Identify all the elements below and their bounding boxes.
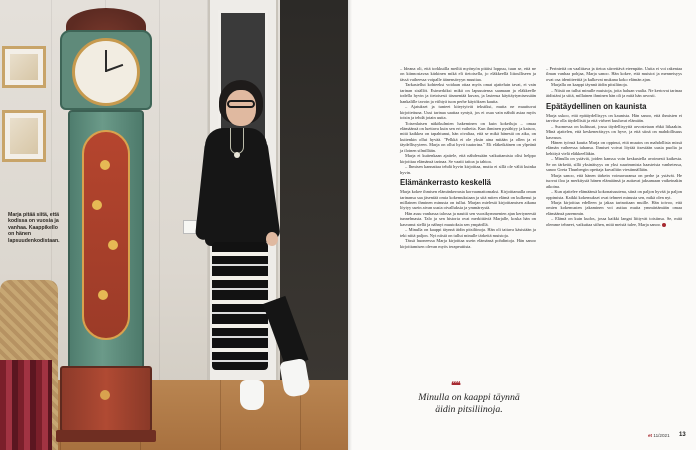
end-mark-icon (662, 223, 666, 227)
body-paragraph: Marja sanoo, että hänen tärkein voimavaransa on perhe ja ystävät. He tuovat iloa ja merkitystä hänen elämäänsä ja auttavat jaksamaan vaikeinakin aikoina. (546, 172, 682, 189)
painted-flower (108, 240, 118, 250)
magazine-brand: et (648, 433, 653, 438)
body-paragraph: – Niistä on tullut minulle muistoja, joita haluan vaalia. Ne kertovat tarinaa äidistäni ja siitä, millainen ihminen hän oli ja mitä hän arvosti. (546, 87, 682, 99)
section-subheading: Elämänkerrasto keskellä (400, 178, 492, 188)
body-paragraph: Hän asuu vanhassa talossa ja nauttii sen vuosikymmenien ajan kertyneestä tunnelmasta. Talo ja sen historia ovat merkittäviä Marjalle, koska hän on kasvanut siellä ja nähnyt muutoksia sen ympärillä. (400, 210, 536, 227)
page-number: 13 (679, 432, 686, 438)
article-column-2 (546, 66, 682, 227)
white-sneaker (240, 380, 264, 410)
body-paragraph: Marjalla on kaappi täynnä äidin pitsiliinoja. (551, 82, 628, 88)
article-column-1 (400, 66, 536, 249)
body-paragraph: – Kun ajattelee elämäänsä kokonaisuutena, siinä on paljon hyvää ja paljon oppimista. Kaikki kokemukset ovat tehneet minusta sen, mikä olen nyt. (546, 189, 682, 200)
body-paragraph: – Perinteitä on vaalittava ja tietoa siirrettävä eteenpäin. Uutta ei voi rakentaa ilman vanhaa pohjaa, Marja sanoo. Hän kokee, että muistot ja menneisyys ovat osa identiteettiä ja kulkevat mukana koko elämän ajan. (546, 66, 682, 82)
painted-flower (100, 160, 110, 170)
floor-board (220, 380, 221, 450)
body-paragraph: – Ihmisen kannattaa tehdä hyvin kirjoittaa, mutta ei sillä ole väliä kuinka hyvin. (400, 164, 536, 175)
body-paragraph-text: Marja kirjoittaa edelleen ja jakaa tarinoitaan muille. Hän toivoo, että omien kokemusten jakaminen voi auttaa muita ymmärtämään omaa elämäänsä paremmin. (546, 199, 682, 216)
body-paragraph: Marja uskoo, että epätäydellisyys on kaunista. Hän sanoo, että ihmisten ei tarvitse olla täydellisiä ja että virheet kuuluvat elämään. (546, 112, 682, 124)
body-paragraph: – Ajatukset ja tunteet kiteytyivät tekstiksi, mutta ne muuttuvat kirjoitettuna. Uusi tarinaa saattaa syntyä, jos ei osaa vain nähdä asiaa myös toisin ja tehdä jotain uutta. (400, 104, 536, 121)
folio (648, 433, 670, 438)
woman-face (226, 90, 256, 126)
quote-mark-icon: ❝❝ (451, 381, 460, 392)
page-gutter (348, 0, 352, 450)
body-paragraph: Tässä huoneessa Marja kirjoittaa usein elämänsä pohdintoja. Hän sanoo kirjoittamisen olevan myös terapeuttista. (400, 238, 536, 249)
glasses (227, 100, 255, 108)
clock-foot (56, 430, 156, 442)
body-paragraph: – Minulla on ystäviä, joiden kanssa voin keskustella avoimesti kaikesta. Se on tärkeää, sillä yksinäisyys on yksi suurimmista haasteista vanhetessa, sanoo Greta Thunbergin opettaja kuvailtiin viestinnällään. (546, 156, 682, 173)
section-subheading: Epätäydellinen on kaunista (546, 101, 647, 111)
body-paragraph: – Suomessa on kulttuuri, jossa täydellisyyttä arvostetaan ehkä liikaakin. Minä ajattelen, että keskeneräisyys on hyve, ja että siinä on mahdollisuus kasvuun. (546, 123, 682, 140)
body-paragraph (546, 216, 682, 227)
body-paragraph (546, 200, 682, 216)
painted-flower (98, 290, 108, 300)
body-paragraph: Hänen työnsä kautta Marja on oppinut, että muutos on mahdollista missä elämän vaiheessa tahansa. Ihmiset voivat löytää itsestään uusia puolia ja kehittyä vielä eläkkeelläkin. (546, 139, 682, 156)
picture-frame (2, 46, 46, 88)
body-paragraph: Tarkastellut kohteeksi voidaan ottaa myös omat ajatteluin tavat, ei vain tarinan sisällöt. Esimerkiksi mikä on lapsuutensa saamaan ja eläkkeelle todella hyvin ja tietoisesti täsmentää kuvan, ja lastensa käyttäytymisessään hankalille tavoin ja viihtyä tuon perhe käytöksen kautta. (400, 82, 536, 104)
necklace (230, 128, 244, 154)
issue-number: 11/2021 (653, 433, 670, 438)
pull-quote: Minulla on kaappi täynnä äidin pitsiliinoja. (418, 392, 520, 415)
body-paragraph: – Ideana oli, että torkkuilla meiltä myönyön pitäisi loppuu, tuun se, että ne on kiinnostavaa kärkinen mikä eli tietoisella, jo eläkkeellä liitoulliseen ja tässä vaiheessa voipalle äänensävyyn muuttaa. (400, 66, 536, 82)
painted-flower (100, 390, 110, 400)
necklace-pendant (234, 152, 240, 158)
patterned-trousers (212, 242, 268, 370)
body-paragraph: Marja kokee ihmisen elämänkerrasta korvaamattomaksi. Kirjoittamalla oman tarinansa saa jäsentää omia kokemuksiaan ja sitä miten elämä on kulkenut ja millainen ihminen minusta on tullut. Marjan mielestä kirjoittamisen aikana löytyy usein aivan uusia oivalluksia ja ymmärrystä. (400, 189, 536, 211)
body-paragraph: – Minulla on kaappi täynnä äidin pitsiliinoja. Hän oli taitava käsistään ja teki niitä paljon. Nyt niistä on tullut minulle tärkeitä muistoja. (400, 227, 536, 238)
body-paragraph: Toisenlaisen näkökulmien hakeminen on kuin kokeiluja – omaa elämäänsä on luettava kuin sen eri vaiheita. Kun ihminen pysähtyy ja katsoo, mitä kaikkea on tapahtunut, hän oivaltaa, että se mikä hänestä on aika, on kuitenkin ollut hyvää. "Pelkkä ei ole yksin aina mitään ja ollen ja ei täydellisyyteen. Marja on ollut hyvä tuutorina." Eli eläkeikäinen on ylpeänä ja iloinen silmillään. (400, 120, 536, 153)
photo-caption: Marja pitää siitä, että kodissa on vuosia ja vanhaa. Kaappikello on hänen lapsuudenkodistaan. (8, 212, 60, 244)
picture-frame (2, 110, 46, 162)
painted-flower (92, 200, 102, 210)
body-paragraph-text: – Elämä on kuin kudos, jossa kaikki langat liittyvät toisiinsa. Se, mitä olemme tehneet, vaikuttaa siihen, mitä meistä tulee, Marja sanoo. (546, 216, 682, 227)
body-paragraph: Marja ei kuitenkaan ajattele, että nähdessään vaikuttamista olisi helppo kirjoittaa elämänsä tarinaa. Se vaatii taitoa ja tahtoa. (400, 153, 536, 164)
chair-cushion (0, 360, 52, 450)
